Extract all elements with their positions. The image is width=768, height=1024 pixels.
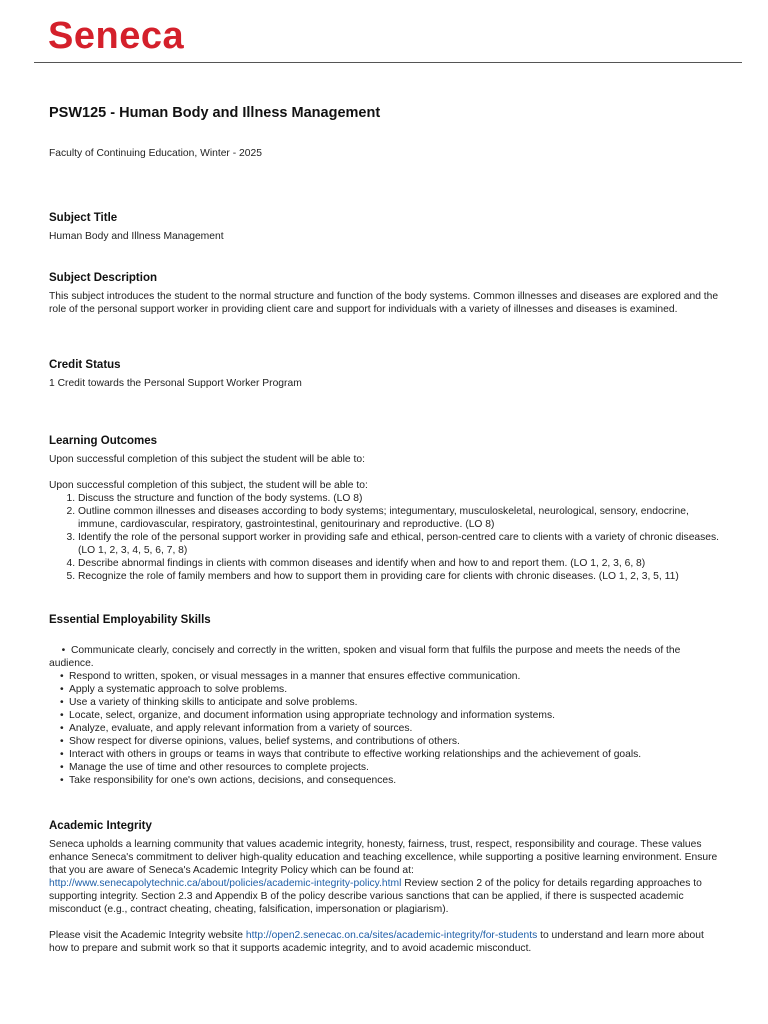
list-item-text: Manage the use of time and other resources to complete projects. — [69, 762, 369, 773]
academic-integrity-text-2: Review section 2 of the policy for details regarding approaches to supporting integrity. Section 2.3 and Appendix B of the policy describe various sanctions that can be applied, if there is suspected academic misconduct (e.g., contract cheating, cheating, falsification, impersonation or plagiarism). — [49, 878, 702, 915]
employability-skills-heading: Essential Employability Skills — [49, 614, 211, 626]
page-title: PSW125 - Human Body and Illness Management — [49, 105, 381, 121]
list-item-text: Communicate clearly, concisely and correctly in the written, spoken and visual form that fulfils the purpose and meets the needs of the audience. — [49, 645, 681, 669]
academic-integrity-text: Seneca upholds a learning community that values academic integrity, honesty, fairness, trust, respect, responsibility and courage. These values enhance Seneca's commitment to deliver high-quality education and teaching excellence, while supporting a positive learning environment. Ensure that you are aware of Seneca's Academic Integrity Policy which can be found at: — [49, 839, 718, 876]
list-item-text: Use a variety of thinking skills to anticipate and solve problems. — [69, 697, 358, 708]
list-item — [49, 748, 721, 761]
list-item — [49, 709, 721, 722]
bullet-icon: • — [60, 710, 64, 721]
list-item — [49, 683, 721, 696]
list-item-text: Apply a systematic approach to solve problems. — [69, 684, 288, 695]
learning-outcomes-intro-2: Upon successful completion of this subject, the student will be able to: — [49, 480, 368, 491]
learning-outcomes-intro: Upon successful completion of this subject the student will be able to: — [49, 454, 365, 465]
subject-description-heading: Subject Description — [49, 272, 157, 284]
subject-title-heading: Subject Title — [49, 212, 118, 224]
credit-status-text: 1 Credit towards the Personal Support Worker Program — [49, 378, 302, 389]
bullet-icon: • — [60, 671, 64, 682]
bullet-icon: • — [61, 645, 71, 656]
learning-outcomes-section — [49, 434, 721, 583]
list-item: 1. Discuss the structure and function of the body systems. (LO 8) — [78, 492, 721, 505]
list-item-text: Respond to written, spoken, or visual messages in a manner that ensures effective communication. — [69, 671, 521, 682]
bullet-icon: • — [60, 775, 64, 786]
bullet-icon: • — [60, 697, 64, 708]
subject-description-text: This subject introduces the student to the normal structure and function of the body systems. Common illnesses and diseases are explored and the role of the personal support worker in providing client care and support for individuals with a variety of illnesses and diseases is examined. — [49, 291, 719, 315]
subject-title-section — [49, 211, 721, 243]
list-item-text: Locate, select, organize, and document information using appropriate technology and information systems. — [69, 710, 555, 721]
faculty-line: Faculty of Continuing Education, Winter - 2025 — [49, 148, 262, 159]
list-item — [49, 644, 721, 670]
header-divider — [34, 62, 742, 63]
academic-integrity-section — [49, 819, 721, 955]
learning-outcomes-heading: Learning Outcomes — [49, 435, 157, 447]
visit-text-2: to understand and learn more about how to prepare and submit work so that it supports academic integrity, and to avoid academic misconduct. — [49, 930, 704, 954]
credit-status-section — [49, 358, 721, 390]
subject-description-section — [49, 271, 721, 316]
employability-skills-list — [49, 644, 721, 787]
document-body — [49, 104, 721, 955]
academic-integrity-policy-link[interactable]: http://www.senecapolytechnic.ca/about/policies/academic-integrity-policy.html — [49, 878, 402, 889]
list-item-text: Show respect for diverse opinions, values, belief systems, and contributions of others. — [69, 736, 460, 747]
bullet-icon: • — [60, 736, 64, 747]
list-item-text: Interact with others in groups or teams in ways that contribute to effective working relationships and the achievement of goals. — [69, 749, 642, 760]
list-item: 2. Outline common illnesses and diseases according to body systems; integumentary, musculoskeletal, neurological, sensory, endocrine, immune, cardiovascular, respiratory, gastrointestinal, genitourinary and reproductive. (LO 8) — [78, 505, 721, 531]
seneca-logo: Seneca — [48, 15, 185, 57]
bullet-icon: • — [60, 684, 64, 695]
list-item — [49, 670, 721, 683]
list-item: 3. Identify the role of the personal support worker in providing safe and ethical, person-centred care to clients with a variety of chronic diseases. (LO 1, 2, 3, 4, 5, 6, 7, 8) — [78, 531, 721, 557]
academic-integrity-paragraph — [49, 838, 721, 916]
academic-integrity-website-paragraph — [49, 929, 721, 955]
bullet-icon: • — [60, 723, 64, 734]
list-item: 4. Describe abnormal findings in clients with common diseases and identify when and how to and report them. (LO 1, 2, 3, 6, 8) — [78, 557, 721, 570]
list-item — [49, 761, 721, 774]
list-item — [49, 696, 721, 709]
subject-title-text: Human Body and Illness Management — [49, 231, 224, 242]
learning-outcomes-list — [49, 492, 721, 583]
employability-skills-section — [49, 613, 721, 787]
academic-integrity-heading: Academic Integrity — [49, 820, 152, 832]
list-item-text: Take responsibility for one's own actions, decisions, and consequences. — [69, 775, 397, 786]
list-item — [49, 774, 721, 787]
list-item-text: Analyze, evaluate, and apply relevant information from a variety of sources. — [69, 723, 413, 734]
list-item: 5. Recognize the role of family members and how to support them in providing care for clients with chronic diseases. (LO 1, 2, 3, 5, 11) — [78, 570, 721, 583]
bullet-icon: • — [60, 762, 64, 773]
academic-integrity-website-link[interactable]: http://open2.senecac.on.ca/sites/academic-integrity/for-students — [245, 930, 538, 941]
credit-status-heading: Credit Status — [49, 359, 121, 371]
visit-text: Please visit the Academic Integrity website — [49, 930, 246, 941]
list-item — [49, 735, 721, 748]
list-item — [49, 722, 721, 735]
bullet-icon: • — [60, 749, 64, 760]
